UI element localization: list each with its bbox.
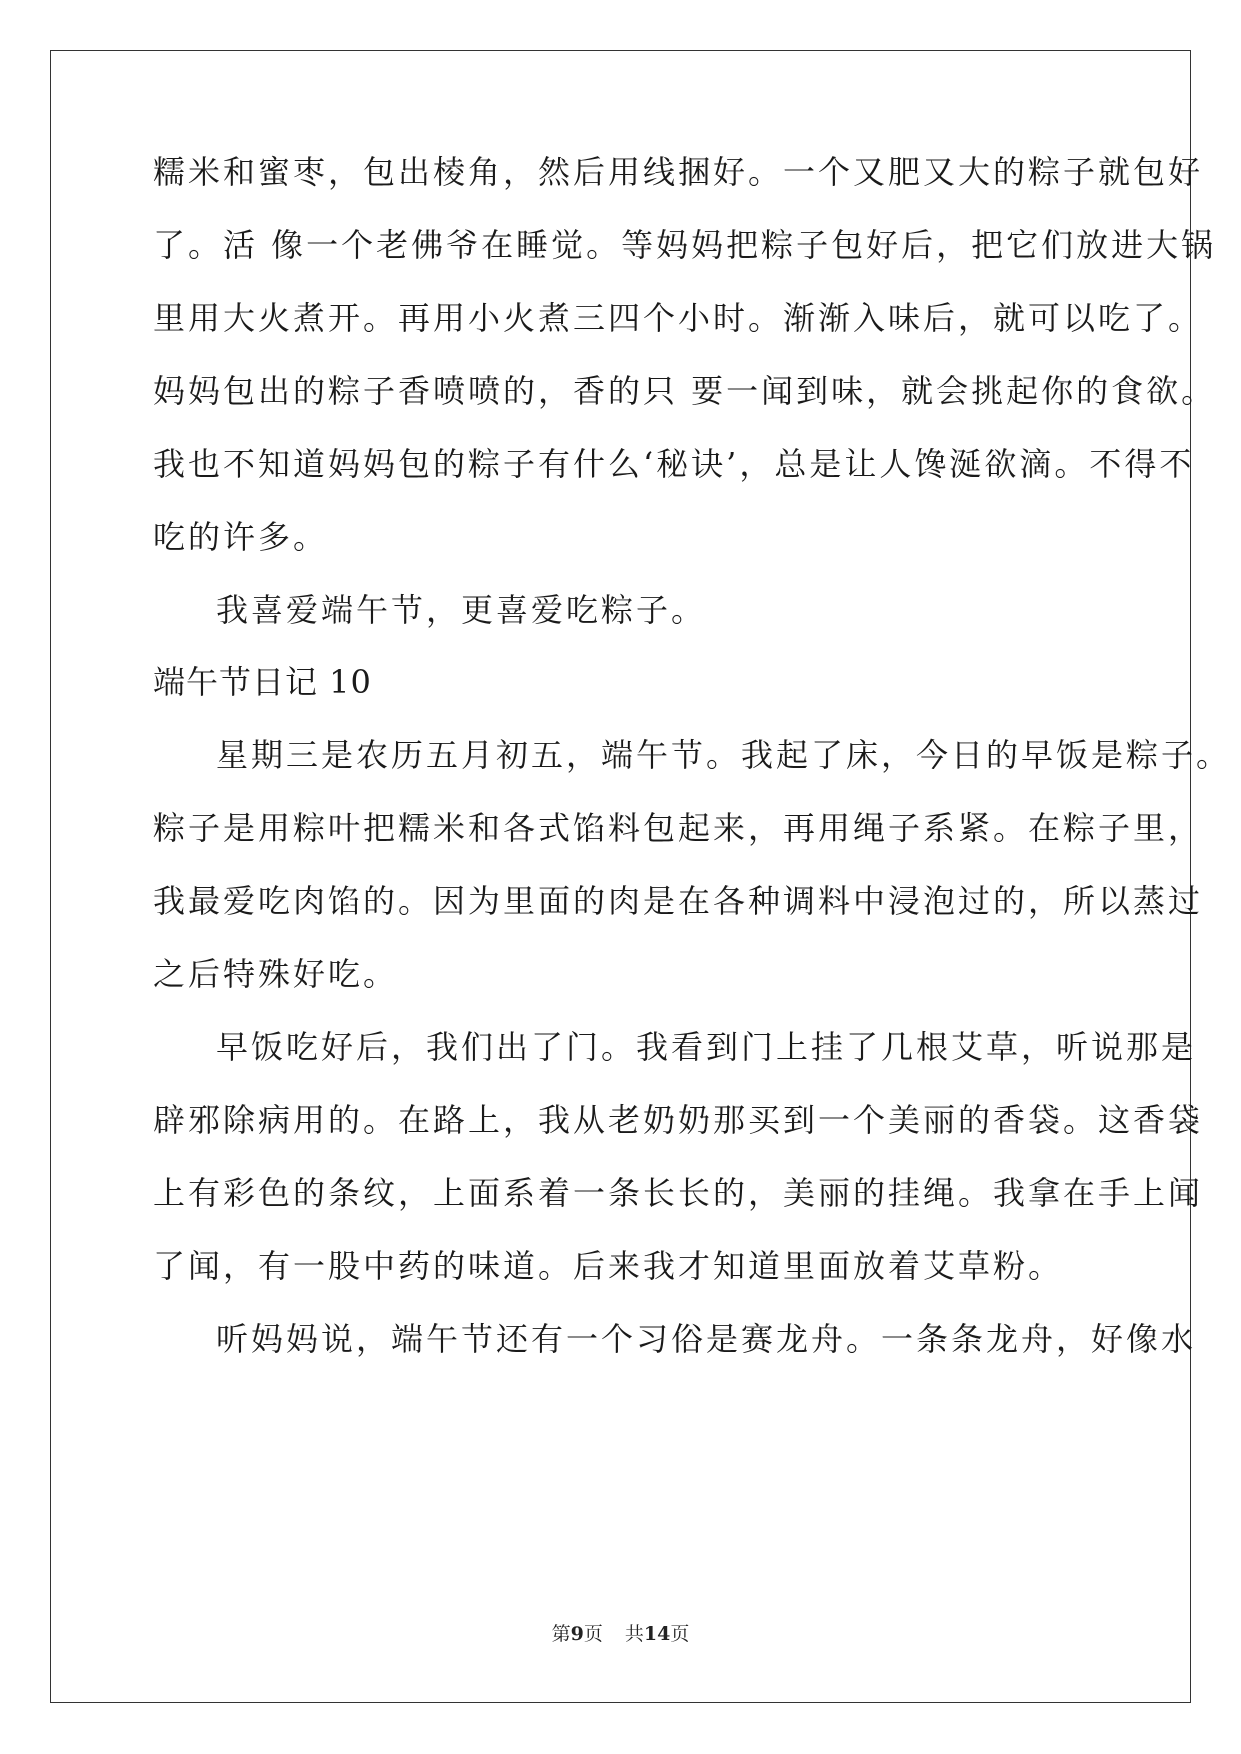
body-line: 吃的许多。 bbox=[153, 518, 329, 556]
body-line: 了。活 像一个老佛爷在睡觉。等妈妈把粽子包好后，把它们放进大锅 bbox=[153, 226, 1217, 264]
body-line: 辟邪除病用的。在路上，我从老奶奶那买到一个美丽的香袋。这香袋 bbox=[153, 1101, 1204, 1139]
footer-page-prefix: 第 bbox=[551, 1623, 571, 1645]
footer-total-prefix: 共 bbox=[624, 1623, 644, 1645]
body-line: 我也不知道妈妈包的粽子有什么‘秘诀’，总是让人馋涎欲滴。不得不 bbox=[153, 445, 1195, 483]
body-line: 上有彩色的条纹，上面系着一条长长的，美丽的挂绳。我拿在手上闻 bbox=[153, 1174, 1204, 1212]
body-line: 了闻，有一股中药的味道。后来我才知道里面放着艾草粉。 bbox=[153, 1247, 1064, 1285]
body-line: 之后特殊好吃。 bbox=[153, 955, 399, 993]
footer-total-suffix: 页 bbox=[670, 1623, 690, 1645]
body-line: 里用大火煮开。再用小火煮三四个小时。渐渐入味后，就可以吃了。 bbox=[153, 299, 1204, 337]
footer-page-number: 9 bbox=[570, 1623, 584, 1645]
body-line: 我最爱吃肉馅的。因为里面的肉是在各种调料中浸泡过的，所以蒸过 bbox=[153, 882, 1204, 920]
body-line: 我喜爱端午节，更喜爱吃粽子。 bbox=[216, 591, 707, 629]
body-line: 听妈妈说，端午节还有一个习俗是赛龙舟。一条条龙舟，好像水 bbox=[216, 1320, 1197, 1358]
section-heading: 端午节日记 10 bbox=[153, 663, 372, 701]
body-line: 妈妈包出的粽子香喷喷的，香的只 要一闻到味，就会挑起你的食欲。 bbox=[153, 372, 1217, 410]
body-line: 糯米和蜜枣，包出棱角，然后用线捆好。一个又肥又大的粽子就包好 bbox=[153, 153, 1204, 191]
footer-page-suffix: 页 bbox=[583, 1623, 603, 1645]
body-line: 早饭吃好后，我们出了门。我看到门上挂了几根艾草，听说那是 bbox=[216, 1028, 1197, 1066]
footer-total-number: 14 bbox=[643, 1623, 671, 1645]
body-line: 粽子是用粽叶把糯米和各式馅料包起来，再用绳子系紧。在粽子里， bbox=[153, 809, 1204, 847]
body-line: 星期三是农历五月初五，端午节。我起了床，今日的早饭是粽子。 bbox=[216, 736, 1232, 774]
page-footer bbox=[0, 1622, 1241, 1646]
